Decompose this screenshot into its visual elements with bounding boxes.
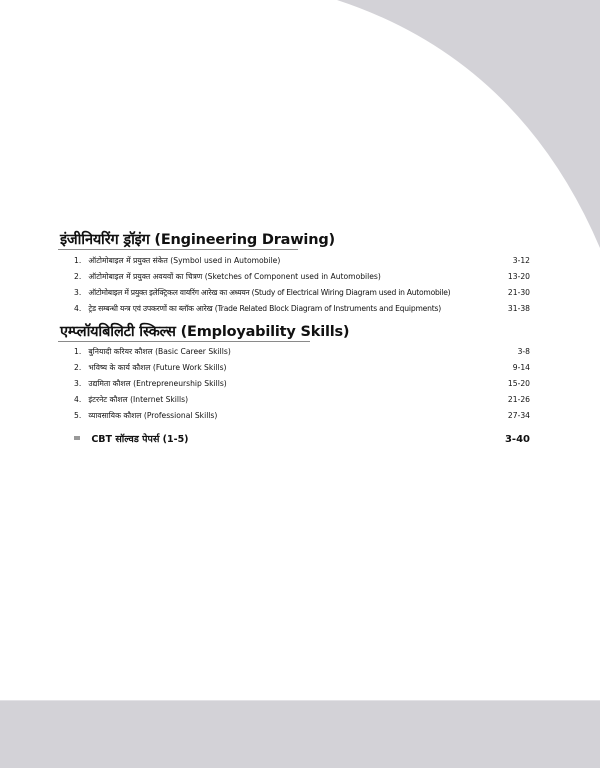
entry-title: इंटरनेट कौशल (Internet Skills) [88,395,189,404]
section-heading-employability-skills: एम्प्लॉयबिलिटी स्किल्स (Employability Skills) [60,324,350,340]
entry-title: ऑटोमोबाइल में प्रयुक्त संकेत (Symbol used in Automobile) [88,256,281,265]
entry-number: 3. [74,288,82,297]
toc-entry[interactable] [74,254,530,268]
entry-number: 1. [74,256,82,265]
decorative-bottom-band [0,700,600,768]
entry-pages: 3-12 [512,256,530,265]
entry-title: भविष्य के कार्य कौशल (Future Work Skills) [88,363,227,372]
entry-title: उद्यमिता कौशल (Entrepreneurship Skills) [88,379,227,388]
entry-title: ऑटोमोबाइल में प्रयुक्त इलेक्ट्रिकल वायरिंग आरेख का अध्ययन (Study of Electrical Wiring Diagram used in Automobile) [88,288,451,297]
entry-number: 3. [74,379,82,388]
entry-pages: 15-20 [507,379,530,388]
toc-entry-cbt-solved-papers[interactable] [74,432,530,448]
toc-entry[interactable] [74,377,530,391]
entry-number: 4. [74,395,82,404]
toc-entry[interactable] [74,270,530,284]
entry-title: ऑटोमोबाइल में प्रयुक्त अवयवों का चित्रण (Sketches of Component used in Automobiles) [88,272,381,281]
square-bullet-icon [74,436,80,440]
entry-pages: 13-20 [507,272,530,281]
entry-pages: 31-38 [507,304,530,313]
entry-pages: 27-34 [507,411,530,420]
toc-entry[interactable] [74,393,530,407]
entry-pages: 3-40 [504,434,530,445]
entry-pages: 21-30 [507,288,530,297]
toc-entry[interactable] [74,409,530,423]
toc-entry[interactable] [74,302,530,316]
entry-number: 1. [74,347,82,356]
toc-entry[interactable] [74,286,530,300]
entry-pages: 3-8 [517,347,530,356]
entry-title: बुनियादी करियर कौशल (Basic Career Skills) [88,347,231,356]
entry-title: व्यावसायिक कौशल (Professional Skills) [88,411,218,420]
entry-number: 2. [74,272,82,281]
entry-number: 2. [74,363,82,372]
heading-divider [58,341,310,342]
entry-pages: 21-26 [507,395,530,404]
entry-title: ट्रेड सम्बन्धी यन्त्र एवं उपकरणों का ब्लॉक आरेख (Trade Related Block Diagram of Instruments and Equipments) [88,304,442,313]
entry-number: 5. [74,411,82,420]
entry-number: 4. [74,304,82,313]
heading-divider [58,249,298,250]
toc-entry[interactable] [74,345,530,359]
entry-title: CBT सॉल्वड पेपर्स (1-5) [91,434,189,445]
entry-pages: 9-14 [512,363,530,372]
toc-entry[interactable] [74,361,530,375]
section-heading-engineering-drawing: इंजीनियरिंग ड्रॉइंग (Engineering Drawing) [60,232,335,248]
